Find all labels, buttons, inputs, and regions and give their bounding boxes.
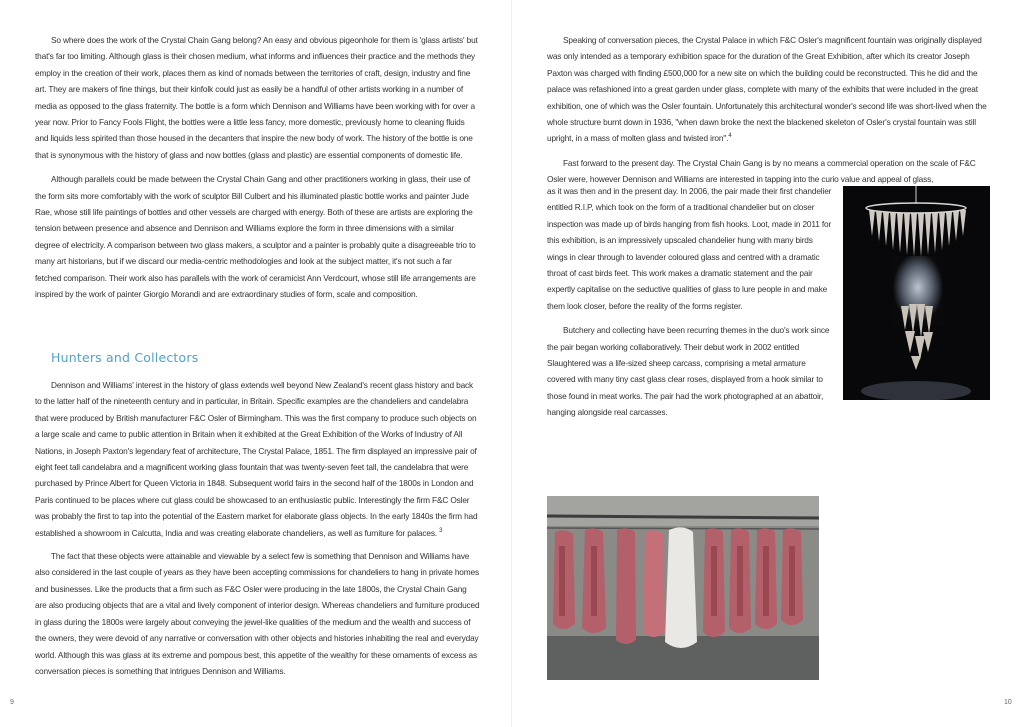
paragraph-butchery: Butchery and collecting have been recurring themes in the duo's work since the pair began working collaboratively. Their debut work in 2002 entitled Slaughtered was a life-sized sheep carcass, comprising a metal armature covered with many tiny cast glass clear roses, displayed from a hook similar to those found in meat works. The pair had the work photographed at an abattoir, hanging alongside real carcasses. xyxy=(547,325,830,418)
page-number-left: 9 xyxy=(10,699,14,706)
paragraph-present-day-start: Fast forward to the present day. The Crystal Chain Gang is by no means a commercial operation on the scale of F&C Osler were, however Dennison and Williams are interested in tapping into the curio value and appeal of glass, xyxy=(547,157,976,185)
footnote-3: 3 xyxy=(439,527,443,534)
left-column-bottom xyxy=(35,377,480,686)
paragraph-history xyxy=(35,377,480,541)
paragraph-commissions: The fact that these objects were attainable and viewable by a select few is something that Dennison and Williams have also considered in the last couple of years as they have been accepting commissions for chandeliers to hang in private homes and businesses. Like the products that a firm such as F&C Osler were producing in the late 1800s, the Crystal Chain Gang are also producing objects that are a vital and lively component of interior design. Whereas chandeliers and furniture produced in glass during the 1800s were largely about conveying the jewel-like qualities of the medium and the wealth and success of the owners, they were devoid of any narrative or conversation with other objects and histories inhabiting the real and everyday world. Although this was glass at its extreme and pompous best, this appetite of the wealthy for these ornaments of excess as conversation pieces is something that intrigues Dennison and Williams. xyxy=(35,551,480,676)
paragraph-crystal-palace xyxy=(547,32,987,147)
right-column-wrap xyxy=(547,183,832,429)
paragraph-crystal-palace-text: Speaking of conversation pieces, the Crystal Palace in which F&C Osler's magnificent fountain was originally displayed was only intended as a temporary exhibition space for the duration of the Great Exhibition, after which its creator Joseph Paxton was charged with finding £500,000 for a new site on which the building could be reconstructed. This he did and the palace was refashioned into a great garden under glass, complete with many of the exhibits that were included in the great exhibition, one of which was the Osler fountain. Unfortunately this architectural wonder's second life was short-lived when the whole structure burnt down in 1936, "when dawn broke the next the blackened skeleton of Osler's crystal fountain was still upright, in a mass of molten glass and twisted iron". xyxy=(547,35,987,144)
paragraph-present-day-cont: as it was then and in the present day. In 2006, the pair made their first chandelier entitled R.I.P, which took on the form of a traditional chandelier but on closer inspection was made up of birds hanging from fish hooks. Loot, made in 2011 for this exhibition, is an impressively upscaled chandelier hung with many birds wings in clear through to lavender coloured glass and centred with a dramatic throat of cast birds feet. This work makes a dramatic statement and the pair expertly capitalise on the seductive qualities of glass to lure people in and make them look closer, before the reality of the forms register. xyxy=(547,186,832,311)
carcass-photo xyxy=(547,496,819,680)
footnote-4: 4 xyxy=(728,133,732,140)
paragraph-bottle: So where does the work of the Crystal Chain Gang belong? An easy and obvious pigeonhole for them is 'glass artists' but that's far too limiting. Although glass is their chosen medium, what informs and influences their practice and the methods they employ in the creation of their work, places them as kind of nomads between the territories of craft, design, industry and fine art. They are makers of fine things, but their kinfolk could just as easily be a handful of other artists working in a number of media as opposed to the glass fraternity. The bottle is a form which Dennison and Williams have been working with for over a year now. Prior to Fancy Fools Flight, the bottles were a little less fancy, more domestic, previously home to cleaning fluids and liquids less spirited than those housed in the decanters that inspire the new body of work. The history of the bottle is one that is synonymous with the history of glass and now bottles (glass and plastic) are essential components of domestic life. xyxy=(35,35,478,160)
paragraph-history-text: Dennison and Williams' interest in the history of glass extends well beyond New Zealand's recent glass history and back to the latter half of the nineteenth century and in particular, in Britain. Specific examples are the chandeliers and candelabra that were produced by British manufacturer F&C Osler of Birmingham. This was the first company to produce such objects on a large scale and came to public attention in Britain when it exhibited at the Great Exhibition of the Works of Industry of All Nations, in Joseph Paxton's legendary feat of architecture, The Crystal Palace, 1851. The firm displayed an impressive pair of eight feet tall candelabra and a magnificent working glass fountain that was twenty-seven feet tall, the candelabra that were purchased by Prince Albert for Queen Victoria in 1848. Subsequent world fairs in the second half of the 1800s in London and Paris continued to be places where cut glass could be showcased to an enthusiastic public. Interestingly the firm F&C Osler was probably the first to tap into the potential of the Eastern market for elaborate glass objects. In the early 1840s the firm had established a showroom in Calcutta, India and was creating elaborate chandeliers, as well as furniture for palaces. xyxy=(35,380,478,538)
section-heading: Hunters and Collectors xyxy=(51,350,199,365)
paragraph-parallels: Although parallels could be made between the Crystal Chain Gang and other practitioners working in glass, their use of the form sits more comfortably with the work of sculptor Bill Culbert and his illuminated plastic bottle works and painter Jude Rae, whose still life paintings of bottles and other vessels are charged with energy. Both of these are artists are exploring the tension between presence and absence and Dennison and Williams explore the form in three dimensions with a similar degree of electricity. A comparison between two glass makers, a sculptor and a painter is probably quite a disagreeable trio to many art historians, but if we discard our media-centric methodologies and look at the subject matter, it's not such a far fetched comparison. Their work also has parallels with the work of ceramicist Ann Verdcourt, whose still life arrangements are inspired by the work of painter Giorgio Morandi and are extraordinary studies of form, scale and composition. xyxy=(35,174,476,300)
right-column-top xyxy=(547,32,987,196)
left-column-top xyxy=(35,32,480,311)
chandelier-photo xyxy=(843,186,990,400)
page-number-right: 10 xyxy=(1004,699,1012,706)
